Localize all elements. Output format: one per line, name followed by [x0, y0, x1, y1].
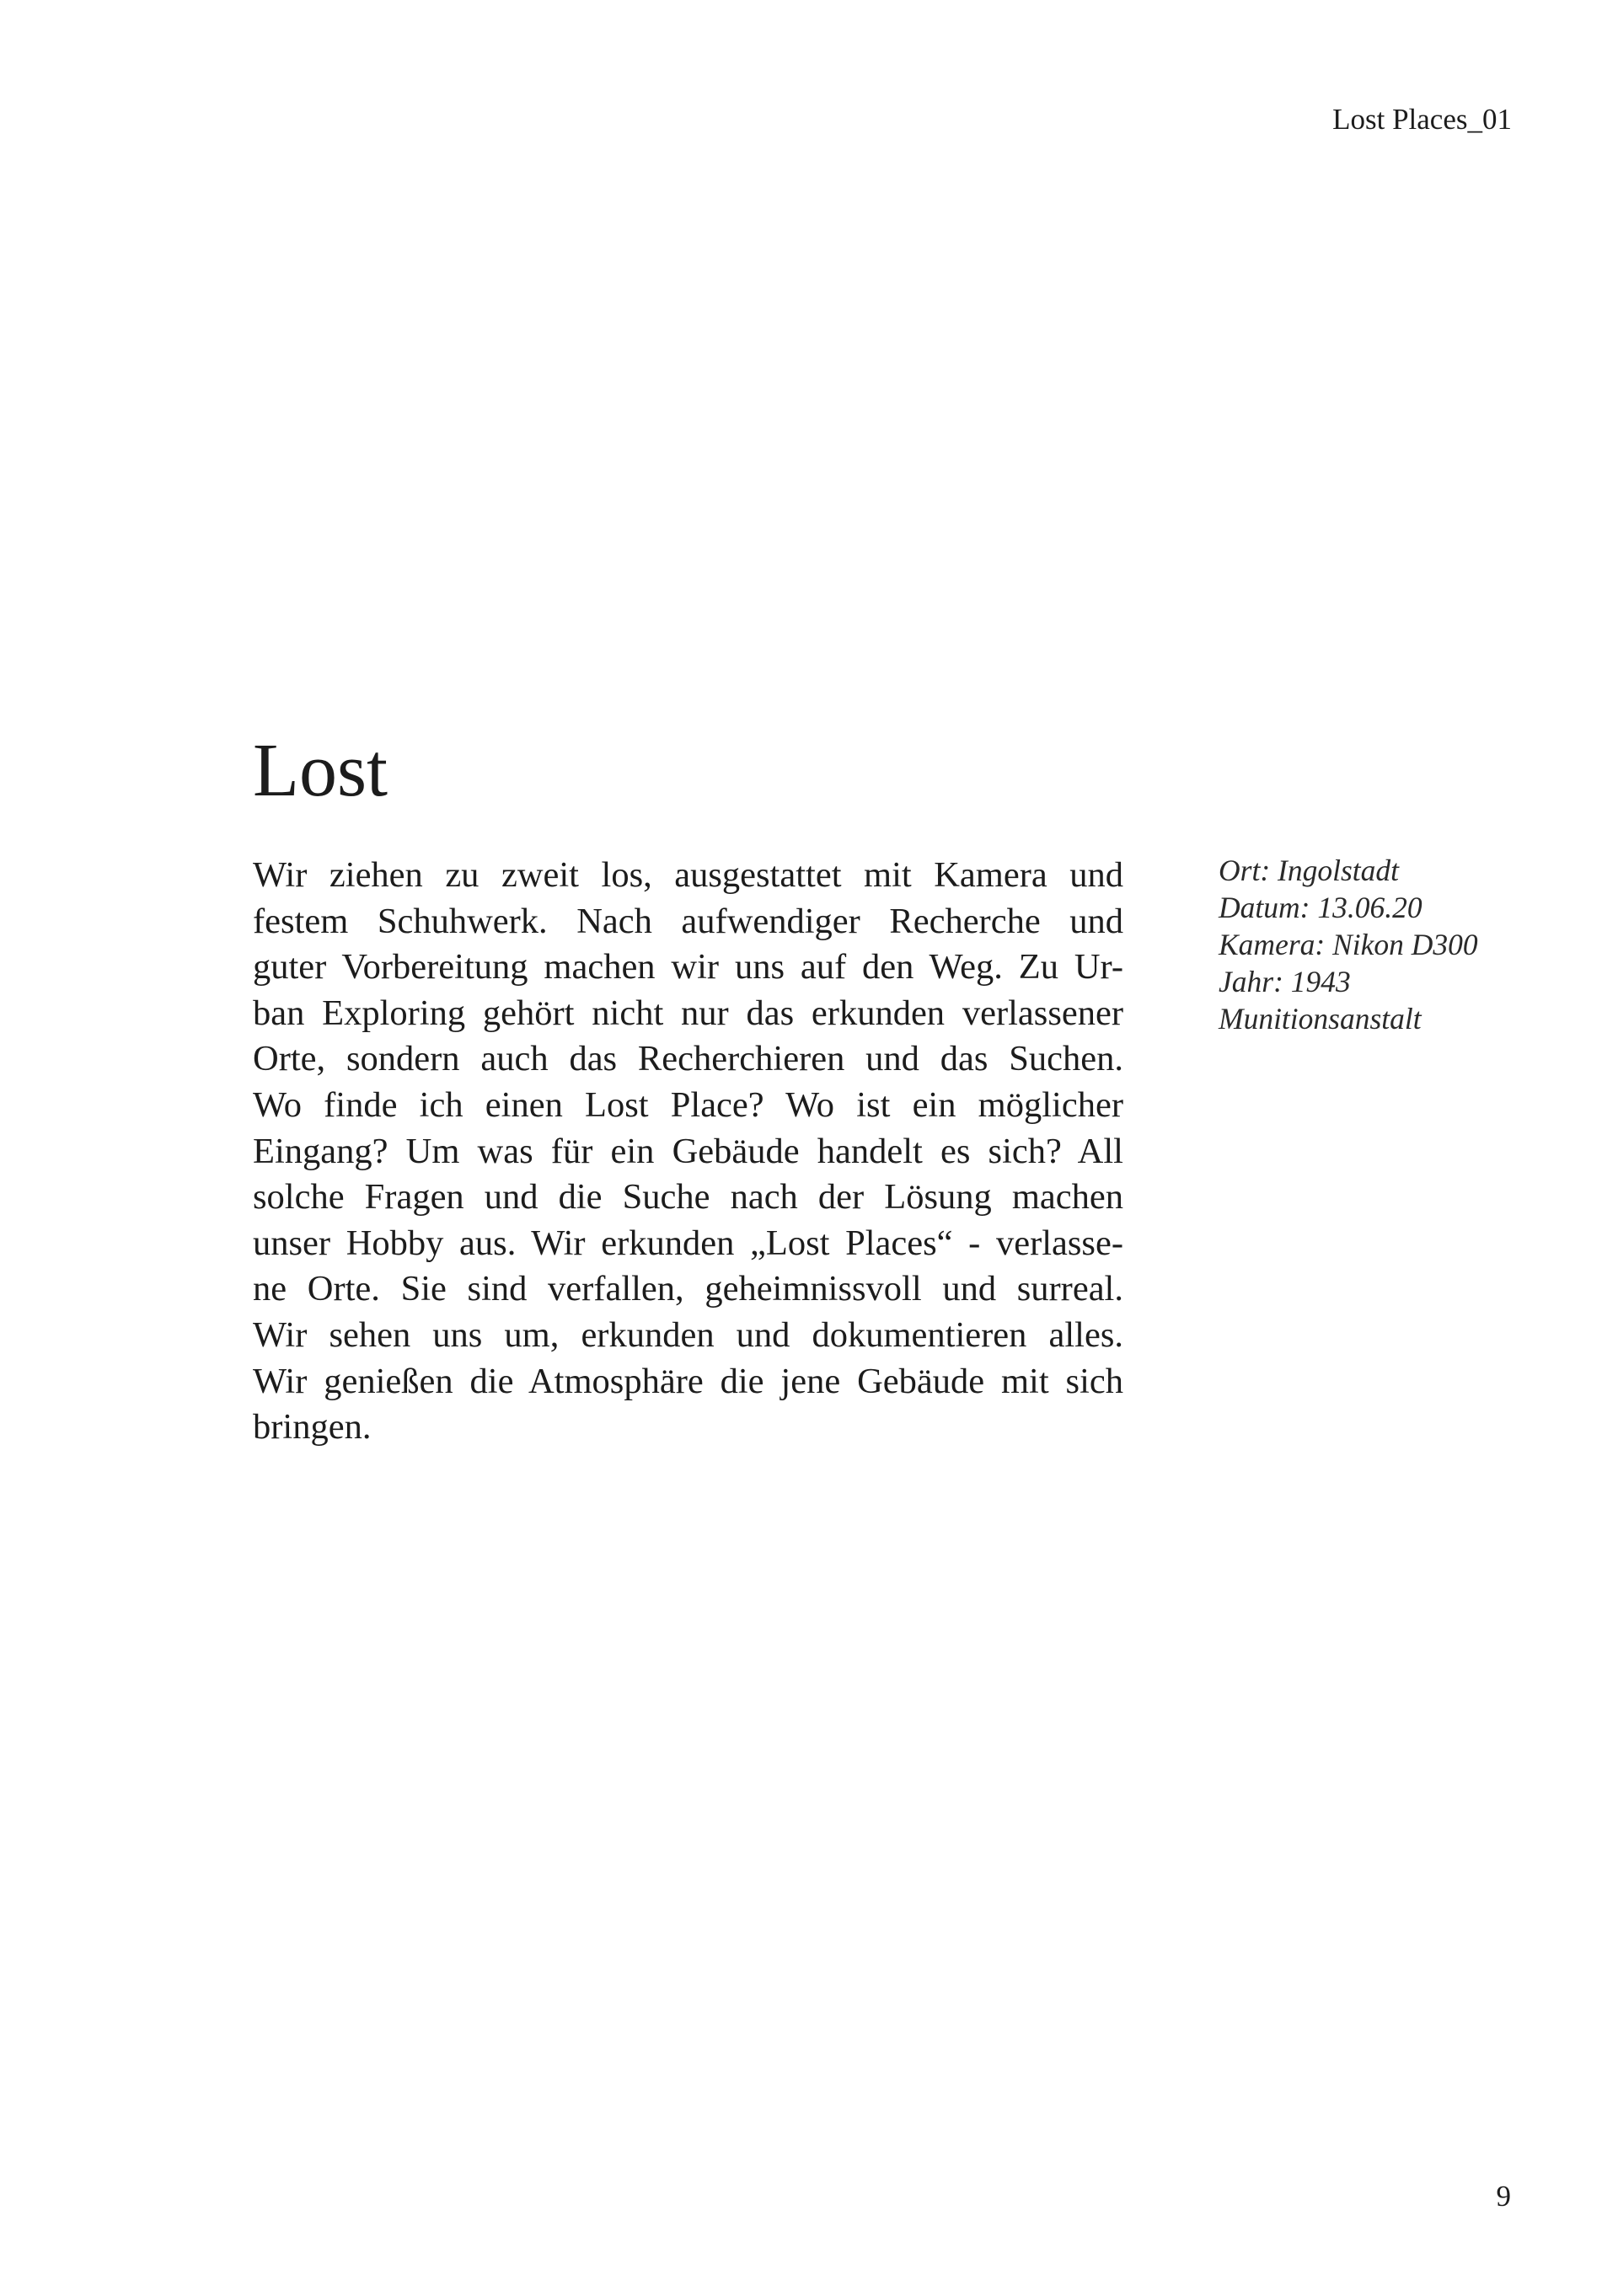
body-line: Orte, sondern auch das Recherchieren und das Suchen.	[253, 1039, 1123, 1079]
body-line: bringen.	[253, 1407, 372, 1448]
meta-location: Ort: Ingolstadt	[1219, 854, 1399, 887]
body-line: Wir ziehen zu zweit los, ausgestattet mit Kamera und	[253, 855, 1123, 895]
body-line: Wir genießen die Atmosphäre die jene Gebäude mit sich	[253, 1361, 1123, 1401]
body-line: ne Orte. Sie sind verfallen, geheimnissvoll und surreal.	[253, 1269, 1123, 1309]
body-line: festem Schuhwerk. Nach aufwendiger Recherche und	[253, 901, 1123, 941]
body-line: Wir sehen uns um, erkunden und dokumentieren alles.	[253, 1314, 1123, 1355]
chapter-title: Lost	[253, 729, 388, 812]
meta-description: Munitionsanstalt	[1219, 1002, 1422, 1036]
body-line: Wo finde ich einen Lost Place? Wo ist ein möglicher	[253, 1084, 1123, 1125]
page-number: 9	[1496, 2180, 1511, 2213]
running-header: Lost Places_01	[1332, 103, 1512, 136]
body-line: unser Hobby aus. Wir erkunden „Lost Places“ - verlasse-	[253, 1223, 1123, 1263]
body-line: guter Vorbereitung machen wir uns auf den Weg. Zu Ur-	[253, 947, 1123, 987]
meta-year: Jahr: 1943	[1219, 965, 1351, 998]
body-line: solche Fragen und die Suche nach der Lösung machen	[253, 1177, 1123, 1218]
body-line: ban Exploring gehört nicht nur das erkunden verlassener	[253, 993, 1123, 1033]
photo-metadata	[1219, 852, 1478, 1037]
meta-camera: Kamera: Nikon D300	[1219, 928, 1478, 961]
body-paragraph	[253, 853, 1123, 1451]
body-line: Eingang? Um was für ein Gebäude handelt es sich? All	[253, 1131, 1123, 1171]
meta-date: Datum: 13.06.20	[1219, 891, 1422, 924]
